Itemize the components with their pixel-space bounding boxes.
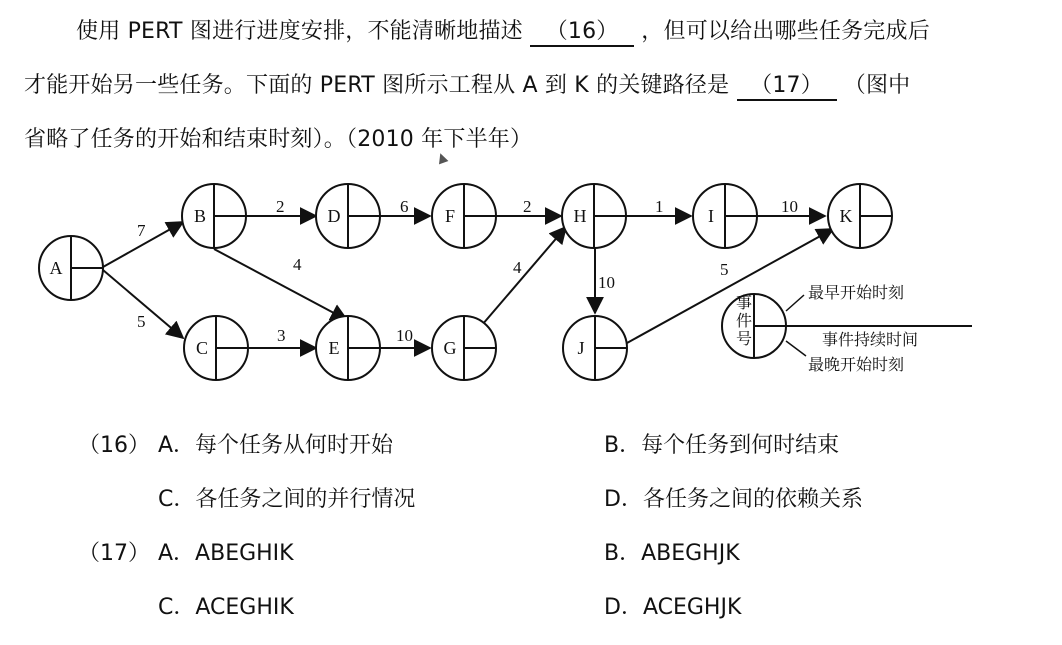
edge-label-d-f: 6 [400, 197, 409, 216]
node-i [693, 184, 757, 248]
q17-option-c[interactable]: C．ACEGHIK [158, 595, 294, 620]
node-d [316, 184, 380, 248]
edge-label-b-e: 4 [293, 255, 302, 274]
node-c [184, 316, 248, 380]
q16-option-d[interactable]: D．各任务之间的依赖关系 [604, 487, 863, 512]
node-label-d: D [327, 206, 341, 226]
legend-duration: 事件持续时间 [822, 332, 919, 349]
question-line-1 [76, 14, 930, 47]
node-h [562, 184, 626, 248]
node-label-h: H [573, 206, 587, 226]
edge-label-h-j: 10 [598, 273, 615, 292]
q17-option-d[interactable]: D．ACEGHJK [604, 595, 742, 620]
node-label-i: I [708, 206, 714, 226]
edge-label-h-i: 1 [655, 197, 664, 216]
q16-option-a[interactable]: A．每个任务从何时开始 [158, 433, 394, 458]
node-k [828, 184, 892, 248]
q17-number: （17） [78, 541, 150, 566]
edge-b-e [214, 249, 347, 320]
q17-option-b[interactable]: B．ABEGHJK [604, 541, 740, 566]
node-label-g: G [443, 338, 457, 358]
answer-blank-17: （17） [737, 73, 837, 101]
edge-label-a-c: 5 [137, 312, 146, 331]
q16-option-c[interactable]: C．各任务之间的并行情况 [158, 487, 416, 512]
node-g [432, 316, 496, 380]
question-line-3 [24, 122, 532, 153]
q16-number: （16） [78, 433, 150, 458]
question-text: 使用 PERT 图进行进度安排，不能清晰地描述 [76, 19, 523, 44]
q16-option-b[interactable]: B．每个任务到何时结束 [604, 433, 840, 458]
question-text: 省略了任务的开始和结束时刻）。（2010 年下半年） [24, 127, 533, 152]
node-label-a: A [49, 258, 63, 278]
pert-diagram [0, 160, 1062, 400]
edge-label-e-g: 10 [396, 326, 413, 345]
legend-earliest-start: 最早开始时刻 [808, 285, 905, 302]
node-j [563, 316, 627, 380]
edge-label-a-b: 7 [137, 221, 146, 240]
node-label-e: E [328, 338, 340, 358]
legend-event-number: 事件号 [735, 295, 753, 348]
node-label-b: B [193, 206, 207, 226]
edge-label-b-d: 2 [276, 197, 285, 216]
node-label-j: J [577, 338, 585, 358]
edge-label-j-k: 5 [720, 260, 729, 279]
legend-latest-start: 最晚开始时刻 [808, 357, 905, 374]
legend-node [722, 294, 786, 358]
edge-label-i-k: 10 [781, 197, 798, 216]
node-label-c: C [195, 338, 209, 358]
q17-option-a[interactable]: A．ABEGHIK [158, 541, 294, 566]
node-label-f: F [444, 206, 456, 226]
question-text: 才能开始另一些任务。下面的 PERT 图所示工程从 A 到 K 的关键路径是 [24, 73, 730, 98]
node-label-k: K [839, 206, 853, 226]
answer-blank-16: （16） [530, 19, 634, 47]
node-e [316, 316, 380, 380]
question-text: ，但可以给出哪些任务完成后 [641, 19, 930, 44]
edge-g-h [482, 227, 566, 325]
question-line-2 [24, 68, 910, 101]
edge-label-f-h: 2 [523, 197, 532, 216]
edge-label-g-h: 4 [513, 258, 522, 277]
question-text: （图中 [843, 73, 911, 98]
edge-label-c-e: 3 [277, 326, 286, 345]
node-f [432, 184, 496, 248]
node-b [182, 184, 246, 248]
